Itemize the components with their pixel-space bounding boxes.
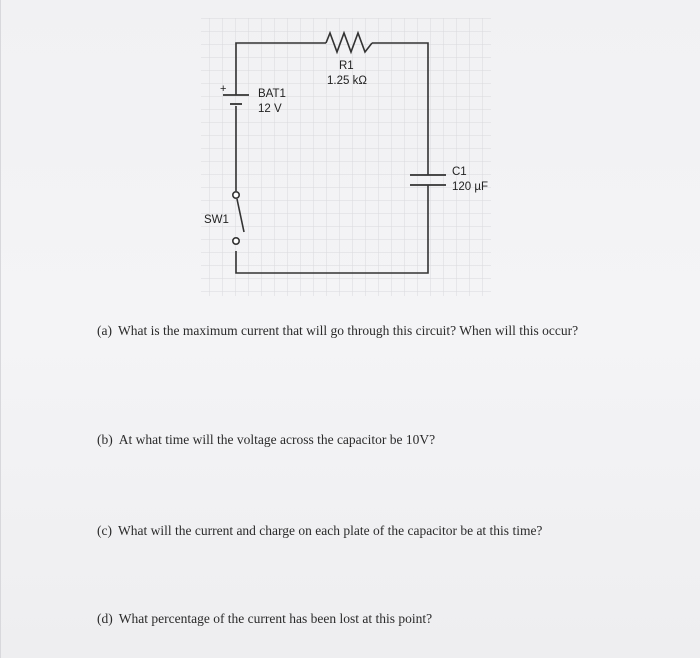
capacitor-value: 120 µF bbox=[452, 181, 489, 193]
question-text: What is the maximum current that will go through this circuit? When will this occur? bbox=[117, 323, 579, 338]
resistor-value: 1.25 kΩ bbox=[327, 75, 367, 87]
battery-name: BAT1 bbox=[258, 88, 286, 100]
resistor-name: R1 bbox=[339, 60, 354, 72]
question-text: At what time will the voltage across the capacitor be 10V? bbox=[118, 432, 436, 447]
capacitor-name: C1 bbox=[452, 166, 467, 178]
circuit-diagram bbox=[196, 18, 496, 298]
battery-plus-sign: + bbox=[220, 83, 227, 95]
question-label: (d) bbox=[97, 611, 113, 626]
question-c bbox=[97, 523, 542, 539]
question-d bbox=[97, 611, 432, 627]
battery-value: 12 V bbox=[258, 103, 282, 115]
question-label: (c) bbox=[97, 523, 112, 538]
question-b bbox=[97, 432, 435, 448]
question-a bbox=[97, 323, 578, 339]
question-text: What percentage of the current has been lost at this point? bbox=[118, 611, 433, 626]
question-label: (a) bbox=[97, 323, 112, 338]
question-label: (b) bbox=[97, 432, 113, 447]
switch-name: SW1 bbox=[204, 214, 229, 226]
question-text: What will the current and charge on each plate of the capacitor be at this time? bbox=[117, 523, 543, 538]
